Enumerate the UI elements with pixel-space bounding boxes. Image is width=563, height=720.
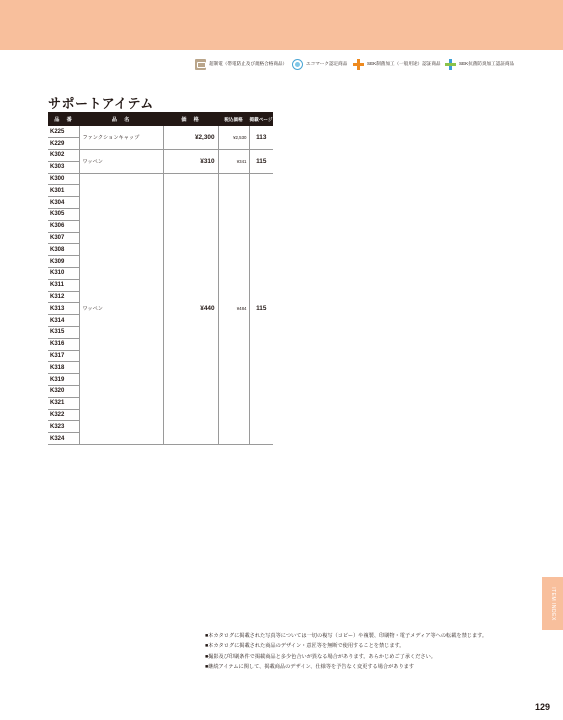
product-tax-price: ¥484 <box>218 173 249 444</box>
product-code: K307 <box>48 232 79 244</box>
product-price: ¥2,300 <box>163 126 218 150</box>
product-code: K310 <box>48 268 79 280</box>
product-code: K314 <box>48 315 79 327</box>
product-code: K303 <box>48 161 79 173</box>
product-code: K301 <box>48 185 79 197</box>
header-price: 価 格 <box>163 112 218 126</box>
product-code: K324 <box>48 433 79 445</box>
legend-label: SEK抗菌防臭加工認証商品 <box>459 61 515 66</box>
product-table <box>48 112 273 445</box>
header-name: 品 名 <box>79 112 163 126</box>
product-tax-price: ¥2,530 <box>218 126 249 150</box>
product-code: K318 <box>48 362 79 374</box>
product-code: K302 <box>48 150 79 162</box>
side-index-tab[interactable] <box>542 577 563 630</box>
note-item: ■撮影及び印刷条件で掲載商品と多少色合いが異なる場合があります。あらかじめご了承ください。 <box>205 653 436 660</box>
product-code: K321 <box>48 397 79 409</box>
product-code: K323 <box>48 421 79 433</box>
product-code: K316 <box>48 338 79 350</box>
product-code: K320 <box>48 386 79 398</box>
product-price: ¥440 <box>163 173 218 444</box>
product-price: ¥310 <box>163 150 218 174</box>
table-row <box>48 126 273 138</box>
product-code: K317 <box>48 350 79 362</box>
product-code: K312 <box>48 291 79 303</box>
product-code: K308 <box>48 244 79 256</box>
product-code: K306 <box>48 220 79 232</box>
product-code: K309 <box>48 256 79 268</box>
table-row <box>48 150 273 162</box>
header-color-band <box>0 0 563 50</box>
product-code: K319 <box>48 374 79 386</box>
legend-item-eco <box>292 57 347 71</box>
product-code: K304 <box>48 197 79 209</box>
product-code: K225 <box>48 126 79 138</box>
eco-mark-icon <box>292 59 303 70</box>
sek-orange-cross-icon <box>353 59 364 70</box>
product-name: ファンクションキャップ <box>79 126 163 150</box>
product-code: K313 <box>48 303 79 315</box>
page-title: サポートアイテム <box>48 96 154 111</box>
header-page: 掲載ページ <box>249 112 273 126</box>
product-name: ワッペン <box>79 150 163 174</box>
legend-item-sek-antibacterial <box>445 57 514 71</box>
table-body <box>48 126 273 445</box>
note-item: ■本カタログに掲載された写真等については一切の複写（コピー）や複製、印刷物・電子メディア等への転載を禁じます。 <box>205 633 488 639</box>
product-page: 113 <box>249 126 273 150</box>
legend-label: SEK制菌加工（一般用途）認証商品 <box>367 61 441 66</box>
table-header-row <box>48 112 273 126</box>
side-tab-label: ITEM INDEX <box>549 586 556 621</box>
legend-label: 超制電（帯電防止及び規格合格商品） <box>209 61 288 66</box>
legend-label: エコマーク認定商品 <box>306 61 348 66</box>
product-code: K305 <box>48 209 79 221</box>
notes-list <box>205 631 535 673</box>
header-code: 品 番 <box>48 112 79 126</box>
product-code: K229 <box>48 138 79 150</box>
product-code: K315 <box>48 327 79 339</box>
product-name: ワッペン <box>79 173 163 444</box>
note-item: ■継続アイテムに関して、掲載商品のデザイン、仕様等を予告なく変更する場合があります <box>205 664 415 671</box>
product-tax-price: ¥341 <box>218 150 249 174</box>
product-code: K300 <box>48 173 79 185</box>
legend-item-antistatic <box>195 57 287 71</box>
sek-antibacterial-cross-icon <box>445 59 456 70</box>
product-page: 115 <box>249 173 273 444</box>
product-page: 115 <box>249 150 273 174</box>
table-row <box>48 173 273 185</box>
certification-legend <box>195 57 525 71</box>
legend-item-sek-antimicrobial <box>353 57 441 71</box>
note-item: ■本カタログに掲載された商品のデザイン・意匠等を無断で使用することを禁じます。 <box>205 643 405 650</box>
header-tax-price: 税込価格 <box>218 112 249 126</box>
certification-mark-icon <box>195 59 206 70</box>
product-code: K311 <box>48 279 79 291</box>
page-number: 129 <box>534 702 550 712</box>
product-code: K322 <box>48 409 79 421</box>
